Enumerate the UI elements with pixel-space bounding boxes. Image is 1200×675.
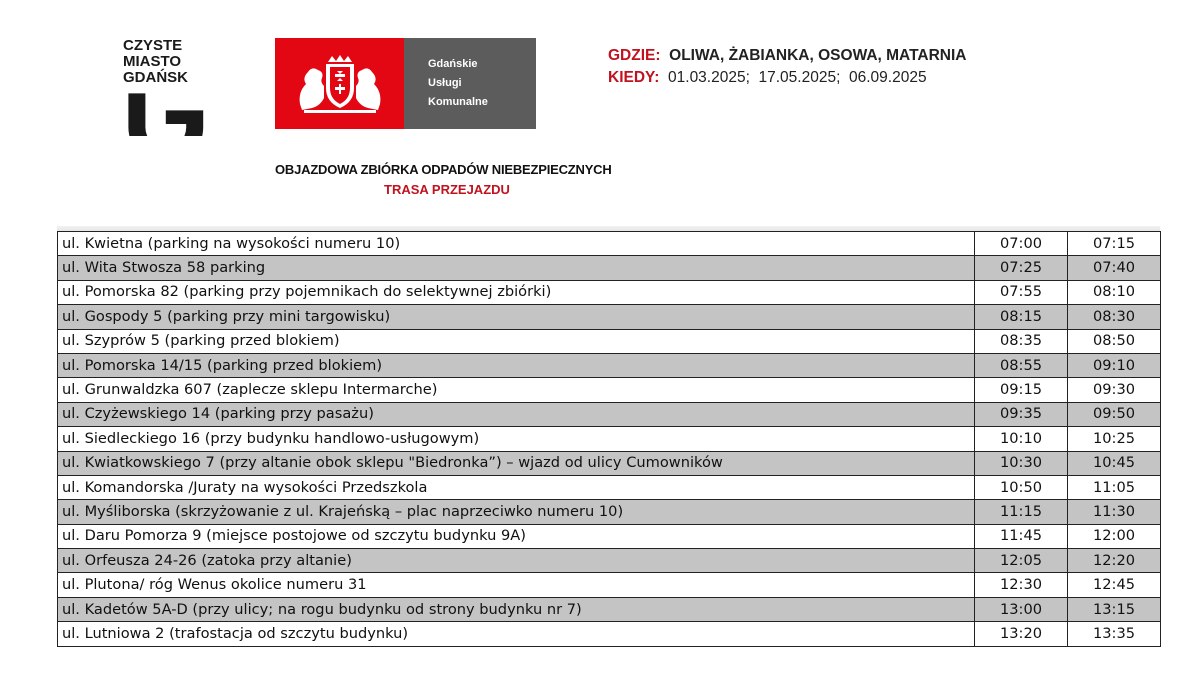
stop-location-cell: ul. Plutona/ róg Wenus okolice numeru 31 — [58, 573, 975, 597]
table-row — [58, 232, 1161, 256]
end-time-cell: 07:40 — [1068, 256, 1161, 280]
table-row — [58, 280, 1161, 304]
end-time-cell: 09:10 — [1068, 353, 1161, 377]
end-time-cell: 09:50 — [1068, 402, 1161, 426]
stop-location-cell: ul. Grunwaldzka 607 (zaplecze sklepu Intermarche) — [58, 378, 975, 402]
guk-line-3: Komunalne — [428, 96, 488, 108]
stop-location-cell: ul. Komandorska /Juraty na wysokości Przedszkola — [58, 475, 975, 499]
logo-line-2: MIASTO — [123, 53, 182, 70]
table-row — [58, 622, 1161, 646]
title-line-1: OBJAZDOWA ZBIÓRKA ODPADÓW NIEBEZPIECZNYCH — [275, 162, 612, 177]
stop-location-cell: ul. Daru Pomorza 9 (miejsce postojowe od szczytu budynku 9A) — [58, 524, 975, 548]
start-time-cell: 08:15 — [975, 305, 1068, 329]
table-row — [58, 500, 1161, 524]
start-time-cell: 07:55 — [975, 280, 1068, 304]
start-time-cell: 12:05 — [975, 549, 1068, 573]
table-row — [58, 256, 1161, 280]
start-time-cell: 11:15 — [975, 500, 1068, 524]
table-row — [58, 329, 1161, 353]
stop-location-cell: ul. Pomorska 14/15 (parking przed blokiem) — [58, 353, 975, 377]
end-time-cell: 12:45 — [1068, 573, 1161, 597]
end-time-cell: 10:45 — [1068, 451, 1161, 475]
stop-location-cell: ul. Gospody 5 (parking przy mini targowisku) — [58, 305, 975, 329]
guk-line-1: Gdańskie — [428, 58, 478, 70]
stop-location-cell: ul. Kadetów 5A-D (przy ulicy; na rogu budynku od strony budynku nr 7) — [58, 597, 975, 621]
guk-logo — [275, 38, 536, 129]
start-time-cell: 12:30 — [975, 573, 1068, 597]
logo-line-3: GDAŃSK — [123, 69, 189, 86]
table-row — [58, 427, 1161, 451]
table-row — [58, 353, 1161, 377]
start-time-cell: 08:55 — [975, 353, 1068, 377]
end-time-cell: 11:05 — [1068, 475, 1161, 499]
end-time-cell: 12:20 — [1068, 549, 1161, 573]
g-mark-icon — [125, 90, 213, 141]
stop-location-cell: ul. Siedleckiego 16 (przy budynku handlowo-usługowym) — [58, 427, 975, 451]
start-time-cell: 13:20 — [975, 622, 1068, 646]
table-row — [58, 305, 1161, 329]
stop-location-cell: ul. Wita Stwosza 58 parking — [58, 256, 975, 280]
where-when-info — [608, 45, 967, 89]
start-time-cell: 09:35 — [975, 402, 1068, 426]
end-time-cell: 08:50 — [1068, 329, 1161, 353]
table-row — [58, 524, 1161, 548]
start-time-cell: 10:50 — [975, 475, 1068, 499]
end-time-cell: 09:30 — [1068, 378, 1161, 402]
end-time-cell: 08:10 — [1068, 280, 1161, 304]
end-time-cell: 10:25 — [1068, 427, 1161, 451]
stop-location-cell: ul. Orfeusza 24-26 (zatoka przy altanie) — [58, 549, 975, 573]
stop-location-cell: ul. Kwiatkowskiego 7 (przy altanie obok sklepu "Biedronka”) – wjazd od ulicy Cumowników — [58, 451, 975, 475]
start-time-cell: 11:45 — [975, 524, 1068, 548]
table-row — [58, 573, 1161, 597]
route-table — [57, 231, 1161, 647]
start-time-cell: 10:10 — [975, 427, 1068, 451]
table-row — [58, 402, 1161, 426]
start-time-cell: 07:25 — [975, 256, 1068, 280]
route-table-body — [58, 232, 1161, 647]
stop-location-cell: ul. Kwietna (parking na wysokości numeru 10) — [58, 232, 975, 256]
end-time-cell: 08:30 — [1068, 305, 1161, 329]
start-time-cell: 08:35 — [975, 329, 1068, 353]
stop-location-cell: ul. Pomorska 82 (parking przy pojemnikach do selektywnej zbiórki) — [58, 280, 975, 304]
where-line — [608, 45, 967, 67]
stop-location-cell: ul. Czyżewskiego 14 (parking przy pasażu) — [58, 402, 975, 426]
czyste-miasto-gdansk-logo — [123, 38, 213, 141]
guk-name-panel — [404, 38, 536, 129]
start-time-cell: 09:15 — [975, 378, 1068, 402]
stop-location-cell: ul. Szyprów 5 (parking przed blokiem) — [58, 329, 975, 353]
table-row — [58, 475, 1161, 499]
start-time-cell: 10:30 — [975, 451, 1068, 475]
document-title — [275, 160, 665, 200]
when-label: KIEDY: — [608, 69, 660, 86]
end-time-cell: 07:15 — [1068, 232, 1161, 256]
table-row — [58, 451, 1161, 475]
table-row — [58, 378, 1161, 402]
gdansk-coat-of-arms-icon — [275, 38, 404, 129]
stop-location-cell: ul. Lutniowa 2 (trafostacja od szczytu budynku) — [58, 622, 975, 646]
when-value: 01.03.2025; 17.05.2025; 06.09.2025 — [668, 69, 927, 86]
guk-line-2: Usługi — [428, 77, 462, 89]
title-line-2: TRASA PRZEJAZDU — [384, 182, 510, 197]
end-time-cell: 11:30 — [1068, 500, 1161, 524]
where-label: GDZIE: — [608, 47, 661, 64]
end-time-cell: 13:35 — [1068, 622, 1161, 646]
table-row — [58, 549, 1161, 573]
when-line — [608, 67, 967, 89]
end-time-cell: 13:15 — [1068, 597, 1161, 621]
logo-line-1: CZYSTE — [123, 37, 183, 54]
start-time-cell: 13:00 — [975, 597, 1068, 621]
stop-location-cell: ul. Myśliborska (skrzyżowanie z ul. Krajeńską – plac naprzeciwko numeru 10) — [58, 500, 975, 524]
table-row — [58, 597, 1161, 621]
end-time-cell: 12:00 — [1068, 524, 1161, 548]
where-value: OLIWA, ŻABIANKA, OSOWA, MATARNIA — [669, 47, 967, 64]
start-time-cell: 07:00 — [975, 232, 1068, 256]
